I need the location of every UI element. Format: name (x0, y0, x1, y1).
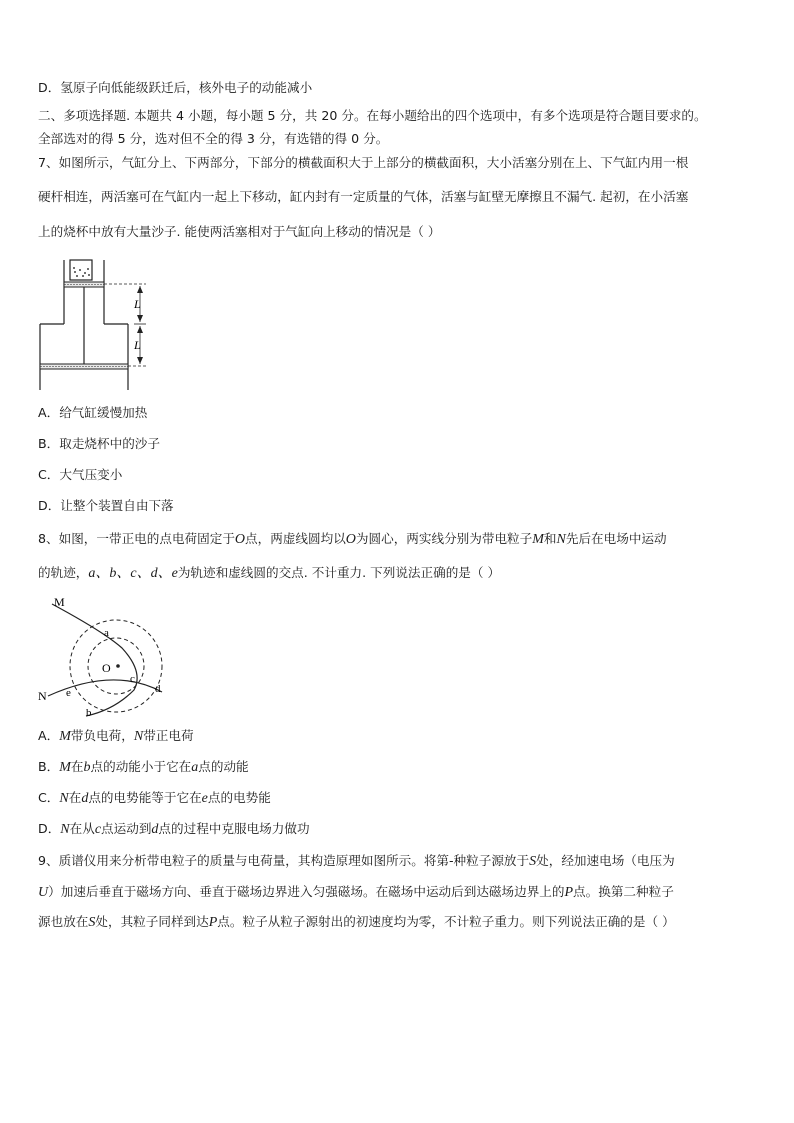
label-d: d (155, 683, 161, 695)
q8-field-figure (34, 592, 184, 720)
q8-option-d: D．N在从c点运动到d点的过程中克服电场力做功 (38, 821, 310, 837)
q8-stem-line1: 8、如图，一带正电的点电荷固定于O点，两虚线圆均以O为圆心，两实线分别为带电粒子M和N先后在电场中运动 (38, 531, 667, 547)
q8-option-a: A．M带负电荷，N带正电荷 (38, 728, 194, 744)
q7-stem-line1: 7、如图所示，气缸分上、下两部分，下部分的横截面积大于上部分的横截面积，大小活塞分别在上、下气缸内用一根 (38, 155, 689, 170)
section2-line1: 二、多项选择题. 本题共 4 小题，每小题 5 分，共 20 分。在每小题给出的四个选项中，有多个选项是符合题目要求的。 (38, 108, 707, 123)
label-c: c (130, 673, 135, 685)
sand (73, 267, 90, 277)
label-N: N (38, 689, 47, 703)
q7-option-b: B．取走烧杯中的沙子 (38, 436, 160, 451)
q9-stem-line3: 源也放在S处，其粒子同样到达P点。粒子从粒子源射出的初速度均为零，不计粒子重力。则下列说法正确的是（ ） (38, 914, 675, 930)
q7-cylinder-figure (36, 258, 156, 393)
q7-option-a: A．给气缸缓慢加热 (38, 405, 148, 420)
dim-label-bottom: L (134, 338, 141, 352)
q8-option-b: B．M在b点的动能小于它在a点的动能 (38, 759, 249, 775)
q7-option-d: D．让整个装置自由下落 (38, 498, 174, 513)
outer-dashed-circle (70, 620, 162, 712)
q8-stem-line2: 的轨迹，a、b、c、d、e为轨迹和虚线圆的交点. 不计重力. 下列说法正确的是（ ） (38, 565, 501, 581)
prev-option-d: D．氢原子向低能级跃迁后，核外电子的动能减小 (38, 80, 313, 95)
q8-option-c: C．N在d点的电势能等于它在e点的电势能 (38, 790, 271, 806)
q9-stem-line1: 9、质谱仪用来分析带电粒子的质量与电荷量，其构造原理如图所示。将第-种粒子源放于S处，经加速电场（电压为 (38, 853, 675, 869)
section2-line2: 全部选对的得 5 分，选对但不全的得 3 分，有选错的得 0 分。 (38, 131, 389, 146)
q7-stem-line3: 上的烧杯中放有大量沙子. 能使两活塞相对于气缸向上移动的情况是（ ） (38, 224, 441, 239)
label-b: b (86, 707, 92, 719)
label-a: a (104, 627, 109, 639)
center-point (116, 664, 120, 668)
q7-option-c: C．大气压变小 (38, 467, 123, 482)
label-O: O (102, 661, 111, 675)
label-M: M (54, 595, 65, 609)
q7-stem-line2: 硬杆相连，两活塞可在气缸内一起上下移动，缸内封有一定质量的气体，活塞与缸壁无摩擦且不漏气. 起初，在小活塞 (38, 189, 689, 204)
q9-stem-line2: U）加速后垂直于磁场方向、垂直于磁场边界进入匀强磁场。在磁场中运动后到达磁场边界上的P点。换第二种粒子 (38, 884, 674, 900)
dim-label-top: L (134, 297, 141, 311)
label-e: e (66, 687, 71, 699)
